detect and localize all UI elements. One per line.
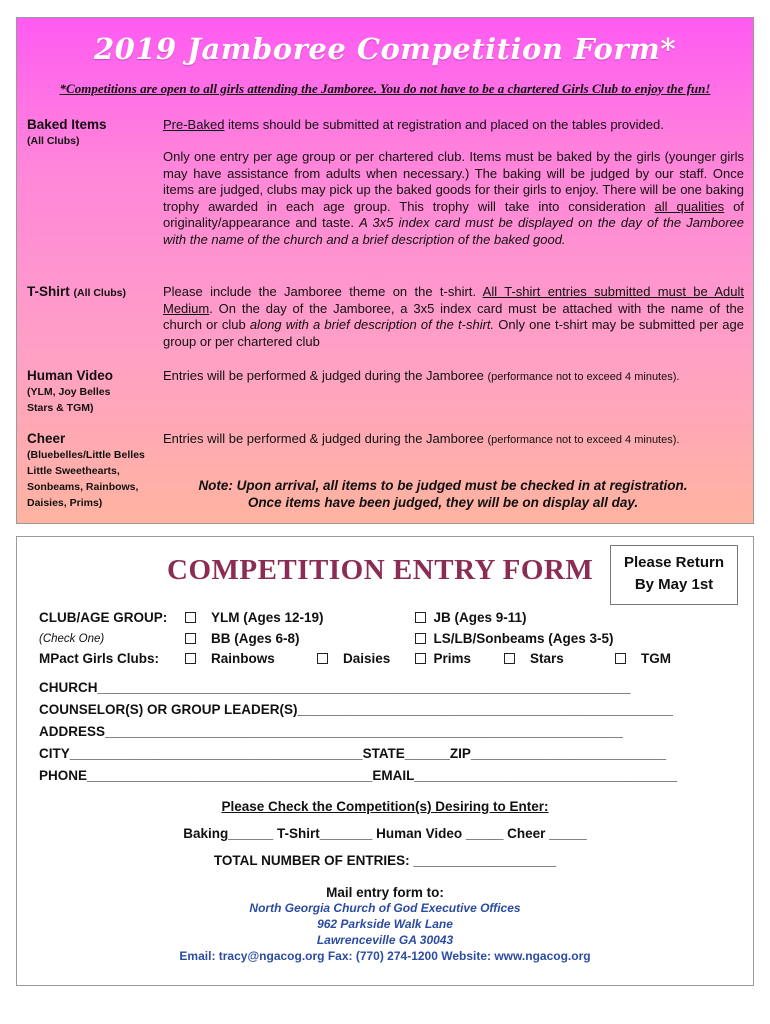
tshirt-rule: Please include the Jamboree theme on the t-shirt. All T-shirt entries submitted must be Adult Medium. On the day of the Jamboree, a 3x5 index card must be attached with the name of the church or club along with a brief description of the t-shirt. Only one t-shirt may be submitted per age group or per chartered club [163, 284, 745, 349]
contact-info: Email: tracy@ngacog.org Fax: (770) 274-1200 Website: www.ngacog.org [179, 949, 591, 963]
competition-info-panel [16, 17, 754, 524]
daisies-checkbox[interactable] [317, 653, 328, 664]
ylm-option[interactable]: YLM (Ages 12-19) [185, 610, 324, 625]
rainbows-checkbox[interactable] [185, 653, 196, 664]
prims-option[interactable]: Prims [415, 651, 471, 666]
mail-to-heading: Mail entry form to: [326, 885, 444, 900]
daisies-option[interactable]: Daisies [317, 651, 390, 666]
ylm-checkbox[interactable] [185, 612, 196, 623]
club-age-group-label: CLUB/AGE GROUP: [39, 610, 168, 625]
registration-note: Note: Upon arrival, all items to be judged must be checked in at registration. Once items have been judged, they will be on display all day. [198, 478, 688, 510]
competition-select-heading: Please Check the Competition(s) Desiring to Enter: [221, 799, 549, 814]
address-field[interactable]: ADDRESS_____________________________________________________________________ [39, 724, 624, 739]
return-deadline-box: Please Return By May 1st [610, 545, 738, 605]
baked-items-rule-2: Only one entry per age group or per chartered club. Items must be baked by the girls (younger girls may have assistance from adults when necessary.) The baking will be judged by our staff. Once items are judged, clubs may pick up the baked goods for their girls to enjoy. There will be one baking trophy awarded in each age group. This trophy will take into consideration all qualities of originality/appearance and taste. A 3x5 index card must be displayed on the day of the Jamboree with the name of the church and a brief description of the baked good. [163, 149, 744, 247]
cheer-label: Cheer (Bluebelles/Little Belles Little Sweethearts, Sonbeams, Rainbows, Daisies, Prims) [27, 431, 145, 509]
baked-items-label: Baked Items (All Clubs) [27, 117, 107, 147]
jb-option[interactable]: JB (Ages 9-11) [415, 610, 527, 625]
mail-address-line-3: Lawrenceville GA 30043 [316, 933, 454, 947]
tgm-checkbox[interactable] [615, 653, 626, 664]
eligibility-note: *Competitions are open to all girls attending the Jamboree. You do not have to be a chartered Girls Club to enjoy the fun! [59, 81, 711, 96]
competition-entry-line[interactable]: Baking______ T-Shirt_______ Human Video _____ Cheer _____ [183, 826, 587, 841]
tshirt-label: T-Shirt (All Clubs) [27, 284, 127, 299]
city-state-zip-field[interactable]: CITY_______________________________________STATE______ZIP__________________________ [39, 746, 667, 761]
mail-address-line-2: 962 Parkside Walk Lane [317, 917, 453, 931]
church-field[interactable]: CHURCH_______________________________________________________________________ [39, 680, 631, 695]
cheer-rule: Entries will be performed & judged during the Jamboree (performance not to exceed 4 minutes). [163, 431, 680, 446]
mpact-label: MPact Girls Clubs: [39, 651, 160, 666]
bb-option[interactable]: BB (Ages 6-8) [185, 631, 300, 646]
jb-checkbox[interactable] [415, 612, 426, 623]
stars-checkbox[interactable] [504, 653, 515, 664]
entry-form-title: COMPETITION ENTRY FORM [167, 554, 594, 586]
human-video-rule: Entries will be performed & judged during the Jamboree (performance not to exceed 4 minutes). [163, 368, 680, 383]
total-entries-field[interactable]: TOTAL NUMBER OF ENTRIES: ___________________ [213, 853, 557, 868]
prims-checkbox[interactable] [415, 653, 426, 664]
human-video-label: Human Video (YLM, Joy Belles Stars & TGM) [27, 368, 114, 414]
rainbows-option[interactable]: Rainbows [185, 651, 275, 666]
entry-form-panel [16, 536, 754, 986]
tgm-option[interactable]: TGM [615, 651, 671, 666]
check-one-hint: (Check One) [39, 633, 105, 645]
mail-address-line-1: North Georgia Church of God Executive Offices [249, 901, 521, 915]
ls-option[interactable]: LS/LB/Sonbeams (Ages 3-5) [415, 631, 614, 646]
stars-option[interactable]: Stars [504, 651, 564, 666]
phone-email-field[interactable]: PHONE______________________________________EMAIL___________________________________ [39, 768, 678, 783]
counselor-field[interactable]: COUNSELOR(S) OR GROUP LEADER(S)__________________________________________________ [39, 702, 673, 717]
baked-items-rule-1: Pre-Baked items should be submitted at registration and placed on the tables provided. [163, 117, 664, 132]
ls-checkbox[interactable] [415, 633, 426, 644]
bb-checkbox[interactable] [185, 633, 196, 644]
form-title: 2019 Jamboree Competition Form* [93, 32, 677, 66]
